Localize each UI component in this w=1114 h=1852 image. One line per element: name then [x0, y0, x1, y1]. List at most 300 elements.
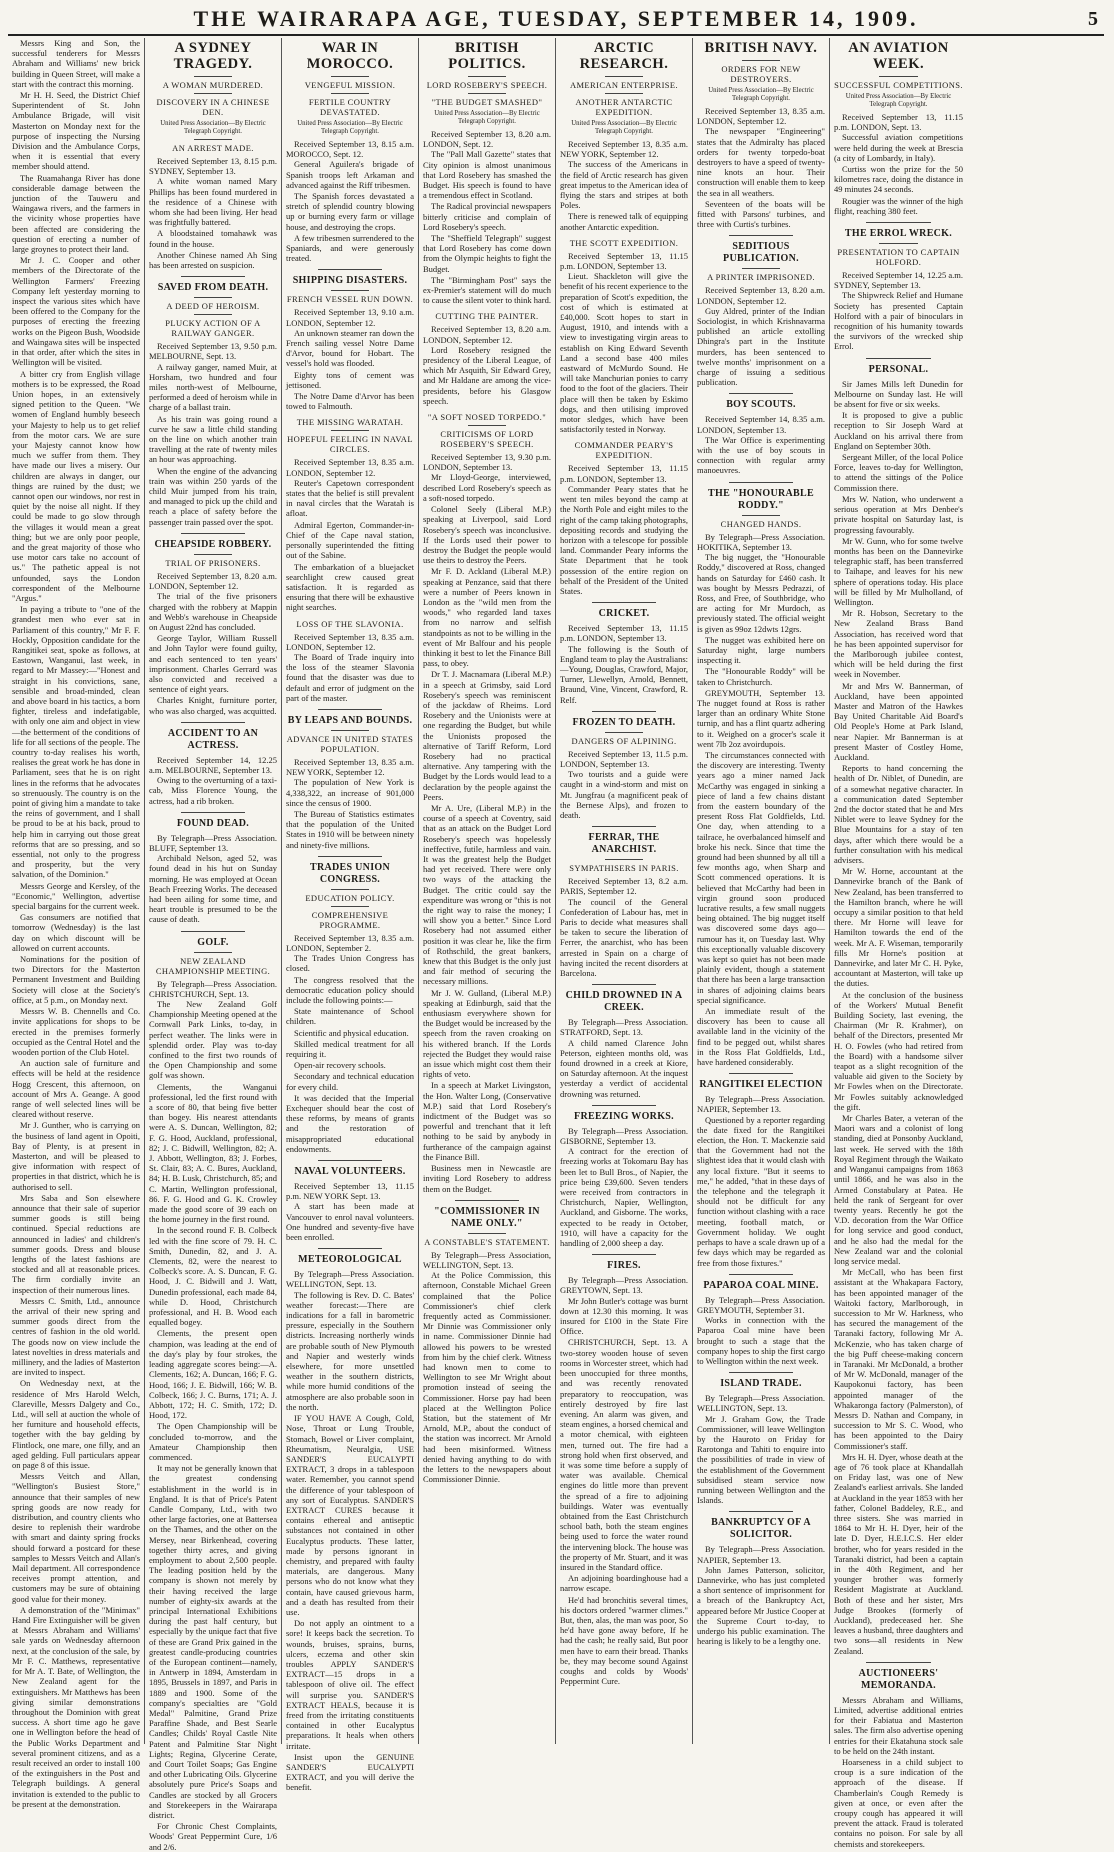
story — [697, 1274, 825, 1366]
wire-credit: United Press Association—By Electric Telegraph Copyright. — [297, 120, 403, 135]
paragraph: Mr W. Gunn, who for some twelve months has been on the Dannevirke telegraphic staff, has been transferred to Taihape, and leaves for his new sphere of operations today. His place will be filled by Mr Mulholland, of Wellington. — [834, 535, 963, 607]
paragraph: Mrs W. Nation, who underwent a serious operation at Mrs Denbee's private hospital on Saturday last, is progressing favourably. — [834, 493, 963, 535]
paragraph: Reuter's Capetown correspondent states that the belief is still prevalent in naval circles that the Waratah is afloat. — [286, 477, 414, 519]
subheading: CRITICISMS OF LORD ROSEBERY'S SPEECH. — [440, 429, 534, 450]
subheading: "THE BUDGET SMASHED" — [431, 97, 543, 107]
paragraph: GREYMOUTH, September 13. The nugget found at Ross is rather larger than an ordinary White Stone turnip, and has a flint quartz adhering to it. Weighed on a grocer's scale it went 7lb 2oz avoirdupois. — [697, 687, 825, 749]
section-rule — [592, 711, 656, 712]
paragraph: Charles Knight, furniture porter, who was also charged, was acquitted. — [149, 695, 277, 716]
divider — [468, 76, 506, 77]
paragraph: A bitter cry from English village mothers is to be expressed, the Road Union hopes, in an extensively signed petition to the Queen. "We women of England humbly beseech your Majesty to help us to get relief from the motor cars. We are sure your Majesty cannot know how much we suffer from them. They have made our lives a misery. Our children are always in danger, our things are ruined by the dust; we cannot open our windows, nor rest in quiet by the noise all night. If they could be made to go slow through the villages it would mean a great thing; but we are only poor people, and the great majority of those who use motor cars take no account of us." The pathetic appeal is not unfounded, says the London correspondent of the Melbourne "Argus." — [12, 368, 140, 603]
section-rule — [729, 1274, 793, 1275]
headline: FIRES. — [607, 1260, 641, 1272]
paragraph: The Notre Dame d'Arvor has been towed to Falmouth. — [286, 391, 414, 412]
paragraph: A start has been made at Vancouver to enrol naval volunteers. One hundred and seventy-five have been enrolled. — [286, 1201, 414, 1243]
divider — [879, 76, 918, 77]
section-rule — [729, 235, 793, 236]
section-rule — [181, 812, 245, 813]
subheading: DISCOVERY IN A CHINESE DEN. — [156, 97, 270, 117]
divider — [194, 314, 232, 315]
headline: BANKRUPTCY OF A SOLICITOR. — [711, 1517, 811, 1541]
paragraph: Sir James Mills left Dunedin for Melbourne on Sunday last. He will be absent for five or six weeks. — [834, 378, 963, 410]
paragraph: He'd had bronchitis several times, his doctors ordered "warmer climes." But, then, alas, the man was poor, So he'd have gone away before, If he had the cash; he really said, But poor men have to earn their bread. Thanks be, they may become sound Against coughs and colds by Woods' Peppermint Cure. — [560, 1594, 688, 1687]
subheading: ORDERS FOR NEW DESTROYERS. — [721, 64, 801, 84]
paragraph: A few tribesmen surrendered to the Spaniards, and were generously treated. — [286, 232, 414, 264]
paragraph: It was decided that the Imperial Exchequer should bear the cost of these reforms, by means of grants and the restoration of misappropriated educational endowments. — [286, 1092, 414, 1154]
headline: A SYDNEY TRAGEDY. — [173, 40, 253, 72]
paragraph: General Aguilera's brigade of Spanish troops left Arkaman and advanced against the Riff tribesmen. — [286, 159, 414, 190]
section-rule — [729, 482, 793, 483]
paragraph: Business men in Newcastle are inviting Lord Rosebery to address them on the Budget. — [423, 1163, 551, 1194]
wire-credit: United Press Association—By Electric Telegraph Copyright. — [708, 87, 814, 102]
paragraph: Dr T. J. Macnamara (Liberal M.P.) in a speech at Grimsby, said Lord Rosebery's speech was reminiscent of the jackdaw of Rheims. Lord Rosebery and the Unionists were at one regarding the Budget, but while the Unionists proposed the alternative of Tariff Reform, Lord Rosebery had no practical alternative. Any tampering with the Budget by the Lords would lead to a declaration by the people against the Peers. — [423, 669, 551, 802]
subheading: THE MISSING WARATAH. — [296, 417, 404, 428]
divider — [468, 93, 506, 94]
paragraph: In the second round F. B. Colbeck led with the fine score of 79. H. C. Smith, Dunedin, 82, and J. A. Clements, 82, were the nearest to Colbeck's score. A. S. Duncan, F. G. Hood, J. C. Bidwill and J. Watt, Dunedin professional, each made 84, while D. Hood, Christchurch professional, and H. B. Wood each equalled bogey. — [149, 1225, 277, 1328]
headline: THE ERROL WRECK. — [844, 228, 953, 240]
paragraph: Messrs C. Smith, Ltd., announce the arrival of their new spring and summer goods direct from the centres of fashion in the old world. The goods now on view include the latest novelties in dress materials and millinery, and the ladies of Masterton are invited to inspect. — [12, 1295, 140, 1378]
paragraph: Lord Rosebery resigned the presidency of the Liberal League, of which Mr Asquith, Sir Edward Grey, and Mr Haldane are among the vice-presidents, before his Glasgow speech. — [423, 344, 551, 406]
story — [286, 417, 414, 612]
paragraph: At the conclusion of the business of the Workers' Mutual Benefit Building Society, last evening, the Chairman (Mr R. Krahmer), on behalf of the Directors, presented Mr H. O. Fowles (who had retired from the Board) with a handsome silver teapot as a slight recognition of the valuable aid given to the Society by Mr Fowles when on the Directorate. Mr Fowles suitably acknowledged the gift. — [834, 989, 963, 1112]
paragraph: Mr F. D. Ackland (Liberal M.P.) speaking at Penzance, said that there were a number of Peers known in London as the "wild men from the woods," who regarded land taxes from no narrow and selfish standpoints as not to be willing in the event of Mr Balfour and his people thinking it best to let the Finance Bill pass, to obey. — [423, 566, 551, 669]
paragraph: The Radical provincial newspapers bitterly criticise and complain of Lord Rosebery's speech. — [423, 201, 551, 232]
paragraph: The trial of the five prisoners charged with the robbery at Mappin and Webb's warehouse in Cheapside on August 22nd has concluded. — [149, 591, 277, 632]
subheading: CUTTING THE PAINTER. — [435, 311, 539, 322]
paragraph: The Board of Trade inquiry into the loss of the steamer Slavonia found that the disaster was due to default and error of judgment on the part of the master. — [286, 651, 414, 703]
section-rule — [181, 722, 245, 723]
paragraph: For Chronic Chest Complaints, Woods' Great Peppermint Cure, 1/6 and 2/6. — [149, 1821, 277, 1852]
paragraph: IF YOU HAVE A Cough, Cold, Nose, Throat or Lung Trouble, Stomach, Bowel or Liver complaint, Rheumatism, Neuralgia, USE SANDER'S EUCALYPTI EXTRACT, 3 drops in a tablespoon water. Remember, you cannot spend the difference of your tablespoon of any sort of Eucalyptus. SANDER'S EXTRACT CURES because it contains ethereal and antiseptic substances not contained in other Eucalyptus products. These latter, made by persons ignorant in chemistry, and prepared with faulty materials, are dangerous. Many persons who do not know what they contain, have caused grievous harm, and a death has resulted from their use. — [286, 1413, 414, 1617]
paragraph: It may not be generally known that the greatest condensing establishment in the world is in England. It is that of Price's Patent Candle Company, Ltd., with two other large factories, one at Battersea on the Thames, and the other on the Mersey, near Birkenhead, covering together thirty acres, and giving employment to about 2,500 people. The leading position held by the company is shown not merely by their having received the large number of eighty-six awards at the principal International Exhibitions during the past half century, but especially by the unique fact that five of these are Grand Prix gained in the greatest candle-producing countries of the European continent—namely, in Antwerp in 1894, Amsterdam in 1895, Brussels in 1897, and Paris in 1889 and 1900. Some of the company's specialties are "Gold Medal" Palmitine, Grand Prize Paraffine Shade, and Best Searle Candles; Childs' Royal Castle Nite Patent and Palmitine Star Night Lights; Regina, Glycerine Cerate, and Court Toilet Soaps; Gas Engine and other Lubricating Oils. Glycerine absolutely pure Price's Soaps and Candles are stocked by all Grocers and Storekeepers in the Wairarapa district. — [149, 1463, 277, 1821]
headline: PERSONAL. — [868, 363, 929, 375]
paragraph: Two tourists and a guide were caught in a wind-storm and mist on Mt. Jungfrau (a magnificent peak of the Bernese Alps), and frozen to death. — [560, 769, 688, 820]
story — [560, 40, 688, 232]
newspaper-columns — [8, 38, 1106, 1852]
paragraph: Mr W. Horne, accountant at the Dannevirke branch of the Bank of New Zealand, has been transferred to the Hamilton branch, where he will occupy a similar position to that held there. Mr Horne will leave for Hamilton towards the end of the week. Mr A. F. Wiseman, temporarily fills Mr Horne's position at Dannevirke, and later Mr C. H. Pyke, accountant at Masterton, will take up the duties. — [834, 866, 963, 989]
headline: CHILD DROWNED IN A CREEK. — [565, 990, 683, 1014]
story — [697, 1073, 825, 1267]
dateline: Received September 13, 8.35 a.m. LONDON, September 12. — [286, 631, 414, 652]
paragraph: CHRISTCHURCH, Sept. 13. A two-storey wooden house of seven rooms in Worcester street, which had been unoccupied for three months, and was recently renovated preparatory to reoccupation, was entirely destroyed by fire last evening. An alarm was given, and steam engines, a horsed chemical and a motor chemical, with eighteen men, turned out. The fire had a strong hold when first observed, and it was some time before a supply of water was available. Chemical engines do little more than prevent the spread of a fire to adjoining buildings. Water was eventually obtained from the East Christchurch school bath, both the steam engines being used to force the water round the intervening block. The house was the property of Mr. Stuart, and it was insured in the Standard office. — [560, 1337, 688, 1572]
paragraph: Nominations for the position of two Directors for the Masterton Permanent Investment and Building Society will close at the Society's office, at 5 p.m., on Monday next. — [12, 954, 140, 1005]
paragraph: Mr Lloyd-George, interviewed, described Lord Rosebery's speech as a soft-nosed torpedo. — [423, 472, 551, 503]
subheading: FRENCH VESSEL RUN DOWN. — [286, 294, 414, 305]
paragraph: The following is the South of England team to play the Australians:—Young, Douglas, Crawford, Major, Turner, Llewellyn, Arnold, Bennett, Braund, Vine, Vincent, Crawford, R. Relf. — [560, 643, 688, 705]
section-rule — [181, 276, 245, 277]
wire-credit: United Press Association—By Electric Telegraph Copyright. — [160, 120, 266, 135]
headline: BRITISH POLITICS. — [448, 40, 526, 72]
dateline: Received September 13, 8.15 p.m. SYDNEY, September 13. — [149, 156, 277, 177]
dateline: Received September 13, 8.20 a.m. LONDON, September 12. — [697, 285, 825, 306]
paragraph: The following is Rev. D. C. Bates' weather forecast:—There are indications for a fall in barometric pressure, especially in the Southern districts. Increasing northerly winds are probable south of New Plymouth and Napier and westerly winds elsewhere, for more unsettled weather in the southern districts, while more humid conditions of the atmosphere are also probable soon in the north. — [286, 1289, 414, 1412]
subheading: ANOTHER ANTARCTIC EXPEDITION. — [575, 97, 673, 117]
story — [149, 276, 277, 527]
paragraph: The embarkation of a bluejacket searchlight crew caused great satisfaction. It is regarded as ensuring that there will be exhaustive night searches. — [286, 561, 414, 613]
paragraph: Mr J. C. Cooper and other members of the Directorate of the Wellington Farmers' Freezing Company left yesterday morning to inspect the various sites which have been offered to the Company for the purposes of erecting the freezing works on the Pigeon Bush, Woodside and Waingawa sites will be inspected in that order, after which the sites in Wellington will be visited. — [12, 255, 140, 368]
section-rule — [181, 931, 245, 932]
headline: TRADES UNION CONGRESS. — [309, 861, 390, 885]
section-rule — [866, 358, 931, 359]
divider — [331, 889, 369, 890]
headline: THE "HONOURABLE RODDY." — [708, 487, 814, 511]
paragraph: Hoarseness in a child subject to croup is a sure indication of the approach of the disease. If Chamberlain's Cough Remedy is given at once, or even after the croupy cough has appeared it will prevent the attack. Fraud is tolerated contains no poison. For sale by all chemists and storekeepers. — [834, 1757, 963, 1849]
paragraph: Secondary and technical education for every child. — [286, 1071, 414, 1092]
story — [423, 311, 551, 406]
paragraph: The Shipwreck Relief and Humane Society has presented Captain Holford with a pair of binoculars in recognition of his humanity towards the survivors of the wrecked ship Errol. — [834, 290, 963, 352]
column-2 — [145, 38, 282, 1852]
paragraph: The Trades Union Congress has closed. — [286, 953, 414, 974]
wire-credit: United Press Association—By Electric Telegraph Copyright. — [845, 93, 952, 108]
story — [286, 1160, 414, 1242]
dateline: Received September 13, 9.50 p.m. MELBOURNE, Sept. 13. — [149, 341, 277, 362]
dateline: By Telegraph—Press Association. GISBORNE, September 13. — [560, 1125, 688, 1147]
column-6 — [693, 38, 830, 1744]
paragraph: As his train was going round a curve he saw a little child standing on the line on which another train travelling at the rate of twenty miles an hour was approaching. — [149, 413, 277, 465]
story — [560, 440, 688, 596]
subheading: "A SOFT NOSED TORPEDO." — [427, 412, 547, 423]
story — [149, 812, 277, 925]
paragraph: The newspaper "Engineering" states that the Admiralty has placed orders for twenty torpedo-boat destroyers to have a speed of twenty-nine knots an hour. Their construction will enable them to keep the sea in all weathers. — [697, 126, 825, 198]
paragraph: The "Birmingham Post" says the ex-Premier's statement will do much to cause the silent voter to think hard. — [423, 274, 551, 306]
divider — [331, 93, 369, 94]
story — [423, 40, 551, 305]
divider — [742, 515, 780, 516]
paragraph: Insist upon the GENUINE SANDER'S EUCALYPTI EXTRACT, and you will derive the benefit. — [286, 1751, 414, 1793]
story — [286, 1248, 414, 1792]
paragraph: The War Office is experimenting with the use of boy scouts in connection with regular army manoeuvres. — [697, 434, 825, 476]
paragraph: The nugget was exhibited here on Saturday night, large numbers inspecting it. — [697, 634, 825, 666]
dateline: Received September 13, 8.35 a.m. NEW YORK, September 12. — [286, 756, 414, 778]
section-rule — [592, 826, 656, 827]
paragraph: Mr A. Ure, (Liberal M.P.) in the course of a speech at Coventry, said that as an attack on the Budget Lord Rosebery's speech was hopelessly ineffective, futile, harmless and vain. It was the greatest help the Budget had yet received. There were only two ways of the attacking the Budget. The critic could say the expenditure was wrong or "this is not the right way to raise the money; I will show you a better." Since Lord Rosebery had not assumed either position it was clear he, like the firm of Rothschild, the great bankers, knew that this Budget is the only just and fair method of securing the necessary millions. — [423, 802, 551, 987]
dateline: Received September 13, 9.10 a.m. LONDON, September 12. — [286, 307, 414, 328]
subheading: LORD ROSEBERY'S SPEECH. — [426, 80, 548, 90]
paragraph: Mr Charles Bater, a veteran of the Maori wars and a colonist of long standing, died at Ponsonby Auckland, last week. He served with the 18th Royal Regiment through the Waikato and Wanganui campaigns from 1863 until 1866, and he was also in the Armed Constabulary at Patea. He held the rank of Sergeant for over twenty years. Recently he got the V.D. decoration from the War Office for long service and good conduct, and he also had the medal for the New Zealand war and the colonial long service medal. — [834, 1113, 963, 1266]
paragraph: Messrs Abraham and Williams, Limited, advertise additional entries for their Fabiatua and Masterton sales. The firm also advertise opening entries for their Ekatahuna stock sale to be held on the 24th instant. — [834, 1694, 963, 1756]
paragraph: An immediate result of the discovery has been to cause all available land in the vicinity of the find to be pegged out, whilst shares in the Ross Flat Goldfields, Ltd., have hardened considerably. — [697, 1006, 825, 1068]
paragraph: The big nugget, the "Honourable Roddy," discovered at Ross, changed hands on Saturday for £460 cash. It was bought by Messrs Pedrazzi, of Ross, and Free, of Southbridge, who are acting for Mr Murdoch, as previously stated. The official weight is given as 99oz 12dwts 12grs. — [697, 552, 825, 634]
subheading: AMERICAN ENTERPRISE. — [569, 80, 679, 90]
section-rule — [318, 709, 382, 710]
subheading: NEW ZEALAND CHAMPIONSHIP MEETING. — [155, 955, 271, 976]
dateline: Received September 13, 8.20 a.m. LONDON, Sept. 12. — [423, 129, 551, 150]
dateline: Received September 14, 12.25 a.m. SYDNEY, September 13. — [834, 270, 963, 291]
paragraph: Mr J. Graham Gow, the Trade Commissioner, will leave Wellington by the Hauroto on Friday for Rarotonga and Tahiti to enquire into the possibilities of trade in view of the establishment of the Government subsidised steam service now running between Wellington and the Islands. — [697, 1413, 825, 1506]
headline: SEDITIOUS PUBLICATION. — [723, 241, 799, 265]
section-rule — [729, 1372, 793, 1373]
dateline: Received September 13, 11.15 p.m. LONDON, September 13. — [560, 623, 688, 644]
subheading: HOPEFUL FEELING IN NAVAL CIRCLES. — [287, 434, 413, 455]
paragraph: Scientific and physical education. — [294, 1027, 409, 1038]
section-rule — [318, 1160, 382, 1161]
section-rule — [318, 856, 382, 857]
story — [286, 709, 414, 850]
story — [834, 40, 963, 216]
paragraph: A railway ganger, named Muir, at Horsham, two hundred and four miles north-west of Melbourne, performed a deed of heroism while in charge of a ballast train. — [149, 361, 277, 413]
subheading: AN ARREST MADE. — [172, 143, 254, 153]
paragraph: The Open Championship will be concluded to-morrow, and the Amateur Championship then commenced. — [149, 1421, 277, 1462]
dateline: Received September 13, 11.15 p.m. LONDON, Sept. 13. — [834, 112, 963, 133]
masthead — [8, 4, 1104, 36]
paragraph: Mrs Saba and Son elsewhere announce that their sale of superior summer goods is still being continued. Special reductions are announced in ladies' and children's summer goods. Dress and blouse lengths of the latest fashions are stocked and all at reasonable prices. The firm cordially invite an inspection of their numerous lines. — [12, 1192, 140, 1295]
subheading: PLUCKY ACTION OF A RAILWAY GANGER. — [165, 318, 261, 339]
paragraph: There is renewed talk of equipping another Antarctic expedition. — [560, 211, 688, 232]
divider — [194, 93, 232, 94]
headline: BY LEAPS AND BOUNDS. — [287, 714, 413, 726]
dateline: Received September 13, 11.15 p.m. NEW YORK Sept. 13. — [286, 1181, 414, 1202]
dateline: By Telegraph—Press Association. HOKITIKA, September 13. — [697, 531, 825, 552]
headline: BOY SCOUTS. — [726, 399, 796, 411]
section-rule — [866, 222, 931, 223]
paragraph: Curtiss won the prize for the 50 kilometres race, doing the distance in 49 minutes 24 seconds. — [834, 164, 963, 195]
section-rule — [592, 602, 656, 603]
story — [149, 722, 277, 806]
story — [560, 984, 688, 1099]
paragraph: Skilled medical treatment for all requiring it. — [286, 1038, 414, 1059]
paragraph: Mr J. W. Gulland, (Liberal M.P.) speaking at Edinburgh, said that the enthusiasm everywhere shown for the Budget would be increased by the speech from the raven croaking on his withered branch. If the Lords rejected the Budget they would raise an issue which might cost them their rights of veto. — [423, 987, 551, 1080]
paragraph: An adjoining boardinghouse had a narrow escape. — [560, 1573, 688, 1594]
story — [697, 1372, 825, 1505]
story — [697, 393, 825, 475]
headline: BRITISH NAVY. — [704, 40, 818, 56]
dateline: By Telegraph—Press Association. GREYTOWN, Sept. 13. — [560, 1275, 688, 1296]
story — [286, 856, 414, 1154]
paragraph: Questioned by a reporter regarding the date fixed for the Rangitikei election, the Hon. T. Mackenzie said that the Government had not the slightest idea that it would clash with any local fixture. "But it seems to me," he added, "that in these days of the telephone and the telegraph it should not be difficult for any function without clashing with a race meeting, football match, or Government holiday. We ought perhaps to have a scale drawn up of a few days which may be regarded as free from those fixtures." — [697, 1114, 825, 1268]
story — [834, 222, 963, 352]
paragraph: Lieut. Shackleton will give the benefit of his recent experience to the preparation of Scott's expedition, the cost of which is estimated at £40,000. Scott hopes to start in August, 1910, and intends with a view to investigating virgin areas to establish on King Edward Seventh Land a second base 400 miles eastward of McMurdo Sound. He will take Manchurian ponies to carry food to the foot of the glaciers. Their place will then be taken by Eskimo dogs, and then utilising improved motor sledges, which have been satisfactorily tested in Norway. — [560, 271, 688, 435]
section-rule — [455, 1200, 519, 1201]
paragraph: State maintenance of School children. — [286, 1006, 414, 1027]
story — [149, 533, 277, 716]
dateline: Received September 13, 8.20 a.m. LONDON, September 12. — [423, 324, 551, 345]
dateline: By Telegraph—Press Association. STRATFORD, Sept. 13. — [560, 1017, 688, 1038]
paragraph: A bloodstained tomahawk was found in the house. — [149, 228, 277, 249]
wire-credit: United Press Association—By Electric Telegraph Copyright. — [434, 110, 540, 125]
paragraph: The New Zealand Golf Championship Meeting opened at the Cornwall Park Links, to-day, in perfect weather. The links were in splendid order. Play was to-day confined to the first two rounds of the Open Championship and some golf was shown. — [149, 998, 277, 1081]
paragraph: A demonstration of the "Minimax" Hand Fire Extinguisher will be given at Messrs Abraham and Williams' sale yards on Wednesday afternoon next, at the conclusion of the sale, by Mr F. C. Matthews, representative for Mr A. T. Bate, of Wellington, the New Zealand agent for the extinguishers. Mr Matthews has been giving similar demonstrations throughout the Dominion with great success. A short time ago he gave one in Wellington before the head of the Public Works Department and several prominent citizens, and as a result received an order to install 100 of the extinguishers in the Post and Telegraph buildings. A general invitation is extended to the public to be present at the demonstration. — [12, 1604, 140, 1809]
paragraph: On Wednesday next, at the residence of Mrs Harold Welch, Clareville, Messrs Dalgety and Co., Ltd., will sell at auction the whole of her furniture and household effects, together with the bay gelding by Flintlock, one mare, one filly, and an aged gelding. Full particulars appear on page 8 of this issue. — [12, 1378, 140, 1471]
paragraph: A child named Clarence John Peterson, eighteen months old, was found drowned in a creek at Kiore, on Saturday afternoon. At the inquest yesterday a verdict of accidental drowning was returned. — [560, 1037, 688, 1099]
headline: FERRAR, THE ANARCHIST. — [588, 832, 660, 856]
headline: FREEZING WORKS. — [574, 1110, 674, 1122]
paragraph: In paying a tribute to "one of the grandest men who ever sat in Parliament of this country," Mr F. F. Hockly, Opposition candidate for the Rangitikei seat, spoke as follows, at Eastown, Wanganui, last week, in regard to Mr Massey:—"Honest and straight in his convictions, sane, sensible and broad-minded, clean and above board in his tactics, a born fighter, tireless and indefatigable, with only one aim and object in view—the betterment of the conditions of life for all sections of the people. The country to-day realises his worth, realises the great work he has done in Parliament, sees that he is on right lines in the reforms that he advocates so strenuously. The country is on the point of giving him a mandate to take the reins of government, and I shall be proud to be at his back, proud to help him in carrying out those great reforms that are so pressing, and so essential, not only to the progress and prosperity, but the very salvation, of the Dominion." — [12, 604, 140, 880]
story — [834, 358, 963, 1656]
divider — [194, 76, 232, 77]
paragraph: Works in connection with the Paparoa Coal mine have been brought to such a stage that the company hopes to ship the first cargo to Wellington within the next week. — [697, 1315, 825, 1366]
paragraph: Gas consumers are notified that tomorrow (Wednesday) is the last day on which discount will be allowed on current accounts. — [12, 912, 140, 953]
paragraph: Mrs H. H. Dyer, whose death at the age of 76 took place at Khandallah on Friday last, was one of New Zealand's earliest arrivals. She landed at Auckland in the year 1853 with her father, Colonel Baddeley, R.E., and three sisters. She was married in 1864 to Mr H. H. Dyer, heir of the late D. Dyer, H.E.I.C.S. Her elder brother, who for years resided in the Taranaki district, had been a captain in the 40th Regiment, and her younger brother was formerly Resident Magistrate at Auckland. Both of these and her sister, Mrs Judge Brookes (formerly of Auckland), predeceased her. She leaves a husband, three daughters and two sons—all residents in New Zealand. — [834, 1451, 963, 1656]
story — [12, 38, 140, 1809]
headline: "COMMISSIONER IN NAME ONLY." — [434, 1205, 540, 1229]
paragraph: Commander Peary states that he went ten miles beyond the camp at the North Pole and eight miles to the right of the camp taking photographs, depositing records and studying the horizon with a telescope for possible land. Commander Peary informs the State Department that he took possession of the entire region on behalf of the President of the United States. — [560, 483, 688, 596]
subheading: A CONSTABLE'S STATEMENT. — [424, 1236, 550, 1247]
subheading: SUCCESSFUL COMPETITIONS. — [834, 80, 963, 90]
dateline: Received September 13, 11.15 p.m. LONDON, September 13. — [560, 250, 688, 272]
dateline: Received September 13, 8.35 a.m. LONDON, September 12. — [286, 457, 414, 478]
story — [286, 269, 414, 411]
headline: WAR IN MOROCCO. — [306, 40, 394, 72]
story — [423, 412, 551, 1194]
paragraph: The circumstances connected with the discovery are interesting. Twenty years ago a miner named Jack McCarthy was engaged in sinking a piece of land a few chains distant from the eastern boundary of the present Ross Flat Goldfields, Ltd. One day, when attending to a tailrace, he overbalanced himself and broke his neck. Since that time the ground had been shunned by all till a few months ago, when Sharp and Scott commenced operations. It is believed that McCarthy had been in virgin ground soon produced lucrative results, a few small nuggets being obtained. The big nugget itself was discovered some days ago—rumour has it, on Tuesday last. Why this exceptionally valuable discovery was kept so quiet has not been made plainly evident, though a statement that there has been a large transaction in shares of adjoining claims bears special significance. — [697, 749, 825, 1005]
dateline: Received September 13, 8.35 a.m. LONDON, September 12. — [697, 106, 825, 127]
subheading: LOSS OF THE SLAVONIA. — [296, 618, 404, 629]
paragraph: When the engine of the advancing train was within 250 yards of the child Muir jumped from his train, and managed to pick up the child and reach a place of safety before the passenger train passed over the spot. — [149, 465, 277, 527]
dateline: Received September 14, 8.35 a.m. LONDON, September 13. — [697, 414, 825, 435]
divider — [605, 859, 643, 860]
subheading: A PRINTER IMPRISONED. — [707, 272, 815, 283]
story — [286, 619, 414, 703]
headline: ARCTIC RESEARCH. — [579, 40, 669, 72]
divider — [605, 732, 643, 733]
story — [149, 931, 277, 1852]
headline: AUCTIONEERS' MEMORANDA. — [858, 1667, 939, 1691]
paragraph: Mr McCall, who has been first assistant at the Whakapara Factory, has been appointed manager of the Waitoki factory, Marlborough, in succession to Mr W. Harkness, who has secured the management of the Taranaki factory, following Mr A. McKenzie, who has taken charge of the big Puff cheese-making concern in Taranaki. Mr McDonald, a brother of Mr W. McDonald, manager of the Kaupokonui factory, has been appointed manager of the Whakaronga factory (Palmerston), of Messrs D. Nathan and Company, in succession to Mr S. C. Wood, who has been appointed to the Dairy Commissioner's staff. — [834, 1267, 963, 1451]
story — [286, 40, 414, 263]
headline: SHIPPING DISASTERS. — [292, 275, 408, 287]
subheading: ADVANCE IN UNITED STATES POPULATION. — [286, 733, 414, 754]
dateline: By Telegraph—Press Association. GREYMOUTH, September 31. — [697, 1294, 825, 1315]
paragraph: The Spanish forces devastated a stretch of splendid country blowing up or burning every farm or village house, and destroying the crops. — [286, 191, 414, 232]
divider — [742, 268, 780, 269]
story — [697, 40, 825, 229]
paragraph: At the Police Commission, this afternoon, Constable Michael Green complained that the Police Commissioner's chief clerk frequently acted as Commissioner. Mr Dinnie was Commissioner only in name. Commissioner Dinnie had allowed his powers to be wrested from him by the chief clerk. Witness had known men to come to Wellington to see Mr Wright about promotion instead of seeing the Commissioner. Horse pay had been placed at the Wellington Police Station, but the statement of Mr Arnold, M.P., about the conduct of the station was incorrect. Mr Arnold had been misinformed. Witness denied having anything to do with the letters to the newspapers about Commissioner Dinnie. — [423, 1270, 551, 1485]
divider — [194, 952, 232, 953]
paragraph: Admiral Egerton, Commander-in-Chief of the Cape naval station, personally superintended the fitting out of the Sabine. — [286, 519, 414, 561]
dateline: By Telegraph—Press Association, WELLINGTON, Sept. 13. — [423, 1249, 551, 1270]
paragraph: Owing to the overturning of a taxi-cab, Miss Florence Young, the actress, had a rib broken. — [149, 775, 277, 806]
divider — [605, 76, 643, 77]
section-rule — [729, 1073, 793, 1074]
column-1 — [8, 38, 145, 1809]
paragraph: Guy Aldred, printer of the Indian Sociologist, in which Krishnavarma published an article extolling Dhingra's part in the Institute murders, has been sentenced to twelve months' imprisonment on a charge of issuing a seditious publication. — [697, 305, 825, 388]
paragraph: Successful aviation competitions were held during the week at Brescia (a city of Lombardy, in Italy). — [834, 132, 963, 163]
subheading: COMPREHENSIVE PROGRAMME. — [311, 909, 389, 930]
story — [560, 238, 688, 435]
paragraph: It is proposed to give a public reception to Sir Joseph Ward at Auckland on his arrival there from England on September 30th. — [834, 410, 963, 451]
headline: CHEAPSIDE ROBBERY. — [154, 538, 272, 550]
story — [423, 1200, 551, 1485]
headline: FOUND DEAD. — [176, 817, 250, 829]
dateline: By Telegraph—Press Association. WELLINGTON, Sept. 13. — [286, 1269, 414, 1290]
paragraph: Another Chinese named Ah Sing has been arrested on suspicion. — [149, 249, 277, 271]
divider — [331, 730, 369, 731]
column-4 — [419, 38, 556, 1744]
divider — [468, 1233, 506, 1234]
section-rule — [592, 1254, 656, 1255]
subheading: SYMPATHISERS IN PARIS. — [569, 863, 679, 874]
paragraph: Reports to hand concerning the health of Dr. Niblet, of Dunedin, are of a somewhat negative character. In a communication dated September 2nd the doctor stated that he and Mrs Niblet were to leave Sydney for the Blue Mountains for a stay of ten days, after which there would be a further consultation with his medical advisers. — [834, 763, 963, 865]
paragraph: A contract for the erection of freezing works at Tokomaru Bay has been let to Bull Bros., of Napier, the price being £39,600. Seven tenders were received from contractors in Christchurch, Napier, Wellington, Auckland, and Gisborne. The works, expected to be ready in October, 1910, will have a capacity for the handling of 2,000 sheep a day. — [560, 1146, 688, 1249]
column-7 — [830, 38, 967, 1849]
story — [560, 1105, 688, 1248]
subheading: DANGERS OF ALPINING. — [571, 735, 677, 746]
story — [560, 602, 688, 705]
paragraph: Messrs George and Kersley, of the "Economic," Wellington, advertise special bargains for the current week. — [12, 880, 140, 912]
paragraph: Clements, the Wanganui professional, led the first round with a score of 80, that being five better than bogey. His nearest attendants were A. S. Duncan, Wellington, 82; F. G. Hood, Auckland, professional, 82; J. C. Bidwill, Wellington, 82; A. J. Abbott, Wellington, 83; J. Forbes, St. Clair, 83; A. C. Bures, Auckland, 84; H. B. Lusk, Christchurch, 85; and C. Martin, Wellington professional, 86. F. G. Hood and G. K. Crowley made the good score of 39 each on the home journey in the first round. — [149, 1081, 277, 1225]
paragraph: Messrs W. B. Chennells and Co. invite applications for shops to be erected in the premises formerly occupied as the Central Hotel and the wooden portion of the Club Hotel. — [12, 1006, 140, 1057]
subheading: CHANGED HANDS. — [720, 518, 802, 529]
section-rule — [318, 269, 382, 270]
headline: METEOROLOGICAL — [298, 1254, 402, 1266]
dateline: Received September 13, 11.15 p.m. LONDON, September 13. — [560, 463, 688, 484]
subheading: PRESENTATION TO CAPTAIN HOLFORD. — [837, 247, 960, 268]
column-3 — [282, 38, 419, 1793]
paragraph: Mr H. H. Seed, the District Chief Superintendent of St. John Ambulance Brigade, will visit Masterton on Monday next for the purpose of inspecting the Nursing Division and the Ambulance Corps, when it is essential that every member should attend. — [12, 90, 140, 172]
paragraph: George Taylor, William Russell and John Taylor were found guilty, and each sentenced to ten years' imprisonment. Charles Gerrard was also convicted and received a sentence of eight years. — [149, 633, 277, 695]
subheading: A DEED OF HEROISM. — [166, 301, 260, 312]
headline: AN AVIATION WEEK. — [848, 40, 949, 72]
story — [697, 482, 825, 1068]
story — [560, 711, 688, 820]
dateline: By Telegraph—Press Association. NAPIER, September 13. — [697, 1544, 825, 1565]
divider — [331, 290, 369, 291]
headline: ISLAND TRADE. — [720, 1378, 802, 1390]
story — [560, 1254, 688, 1686]
wire-credit: United Press Association—By Electric Telegraph Copyright. — [571, 120, 677, 135]
divider — [468, 425, 506, 426]
paragraph: The council of the General Confederation of Labour has, met in Paris to decide what measures shall be taken to secure the liberation of Ferrer, the anarchist, who has been arrested in Spain on a charge of having incited the recent disorders at Barcelona. — [560, 896, 688, 978]
dateline: By Telegraph—Press Association. CHRISTCHURCH, Sept. 13. — [149, 978, 277, 999]
subheading: TRIAL OF PRISONERS. — [165, 557, 261, 568]
paragraph: Archibald Nelson, aged 52, was found dead in his hut on Sunday morning. He was employed at Ocean Beach Freezing Works. The deceased had been ailing for some time, and heart trouble is presumed to be the cause of death. — [149, 853, 277, 925]
divider — [194, 297, 232, 298]
headline: PAPAROA COAL MINE. — [703, 1279, 819, 1291]
headline: RANGITIKEI ELECTION — [699, 1079, 823, 1091]
subheading: A WOMAN MURDERED. — [162, 80, 264, 90]
divider — [331, 76, 369, 77]
paragraph: The "Pall Mall Gazette" states that City opinion is almost unanimous that Lord Rosebery has smashed the Budget. His speech is found to have a tremendous effect in Scotland. — [423, 149, 551, 201]
paragraph: Do not apply an ointment to a sore! It keeps back the secretion. To wounds, bruises, sprains, burns, ulcers, eczema and other skin troubles APPLY SANDER'S EXTRACT—15 drops in a tablespoon of olive oil. The effect will surprise you. SANDER'S EXTRACT HEALS, because it is freed from the irritating constituents contained in other Eucalyptus preparations. It heals when others irritate. — [286, 1618, 414, 1751]
subheading: THE SCOTT EXPEDITION. — [569, 237, 679, 248]
section-rule — [592, 1105, 656, 1106]
page-number: 5 — [1088, 8, 1098, 30]
paragraph: The congress resolved that the democratic education policy should include the following points:— — [286, 974, 414, 1005]
section-rule — [592, 984, 656, 985]
story — [149, 40, 277, 270]
subheading: FERTILE COUNTRY DEVASTATED. — [308, 97, 392, 117]
dateline: Received September 13, 8.20 a.m. LONDON, September 12. — [149, 570, 277, 592]
section-rule — [181, 533, 245, 534]
paragraph: Mr and Mrs W. Bannerman, of Auckland, have been appointed Master and Matron of the Hawkes Bay United Charitable Aid Board's Old People's Home at Park Island, near Napier. Mr Bannerman is at present Master of Costley Home, Auckland. — [834, 680, 963, 762]
paragraph: An auction sale of furniture and effects will be held at the residence Hogg Crescent, this afternoon, on account of Mrs A. Geange. A good range of well selected lines will be cleared without reserve. — [12, 1058, 140, 1120]
headline: ACCIDENT TO AN ACTRESS. — [167, 727, 259, 751]
headline: FROZEN TO DEATH. — [572, 716, 676, 728]
paragraph: Colonel Seely (Liberal M.P.) speaking at Liverpool, said Lord Rosebery's speech was inconclusive. If the Lords used their power to destroy the Budget the people would use theirs to destroy the Peers. — [423, 504, 551, 566]
dateline: Received September 14, 12.25 a.m. MELBOURNE, September 13. — [149, 754, 277, 775]
paragraph: Messrs Veitch and Allan, "Wellington's Busiest Store," announce that their samples of new spring goods are now ready for distribution, and country clients who desire to replenish their wardrobe with smart and dainty spring frocks should forward a postcard for these samples to Messrs Veitch and Allan's Mail department. All correspondence receives prompt attention, and customers may be sure of obtaining good value for their money. — [12, 1471, 140, 1604]
story — [697, 235, 825, 387]
column-5 — [556, 38, 693, 1744]
section-rule — [318, 1248, 382, 1249]
section-rule — [729, 393, 793, 394]
paragraph: In a speech at Market Livingston, the Hon. Walter Long, (Conservative M.P.) said that Lord Rosebery's indictment of the Budget was so powerful and trenchant that it left nothing to be said by anybody in furtherance of the campaign against the Finance Bill. — [423, 1080, 551, 1162]
paragraph: Open-air recovery schools. — [294, 1060, 386, 1071]
paragraph: Mr R. Hobson, Secretary to the New Zealand Brass Band Association, has received word that he has been appointed supervisor for the Marlborough jubilee contest, which will be held during the first week in November. — [834, 608, 963, 680]
divider — [331, 906, 369, 907]
paragraph: The population of New York is 4,338,322, an increase of 901,000 since the census of 1900. — [286, 777, 414, 808]
headline: GOLF. — [197, 936, 229, 948]
story — [560, 826, 688, 978]
paragraph: Mr John Butler's cottage was burnt down at 12.30 this morning. It was insured for £100 in the State Fire Office. — [560, 1295, 688, 1337]
paragraph: John James Patterson, solicitor, Dannevirke, who has just completed a short sentence of imprisonment for a breach of the Bankruptcy Act, appeared before Mr Justice Cooper at the Supreme Court to-day, to undergo his public examination. The hearing is likely to be a lengthy one. — [697, 1564, 825, 1647]
divider — [879, 243, 918, 244]
paragraph: The "Sheffield Telegraph" suggest that Lord Rosebery has come down from the Olympic heights to fight the Budget. — [423, 233, 551, 274]
paragraph: The success of the Americans in the field of Arctic research has given great impetus to the American idea of flying the stars and stripes at both Poles. — [560, 159, 688, 211]
dateline: Received September 13, 8.35 a.m. LONDON, September 2. — [286, 932, 414, 953]
paragraph: An unknown steamer ran down the French sailing vessel Notre Dame d'Arvor, bound for Hobart. The vessel's hold was flooded. — [286, 327, 414, 369]
dateline: By Telegraph—Press Association. WELLINGTON, Sept. 13. — [697, 1393, 825, 1414]
